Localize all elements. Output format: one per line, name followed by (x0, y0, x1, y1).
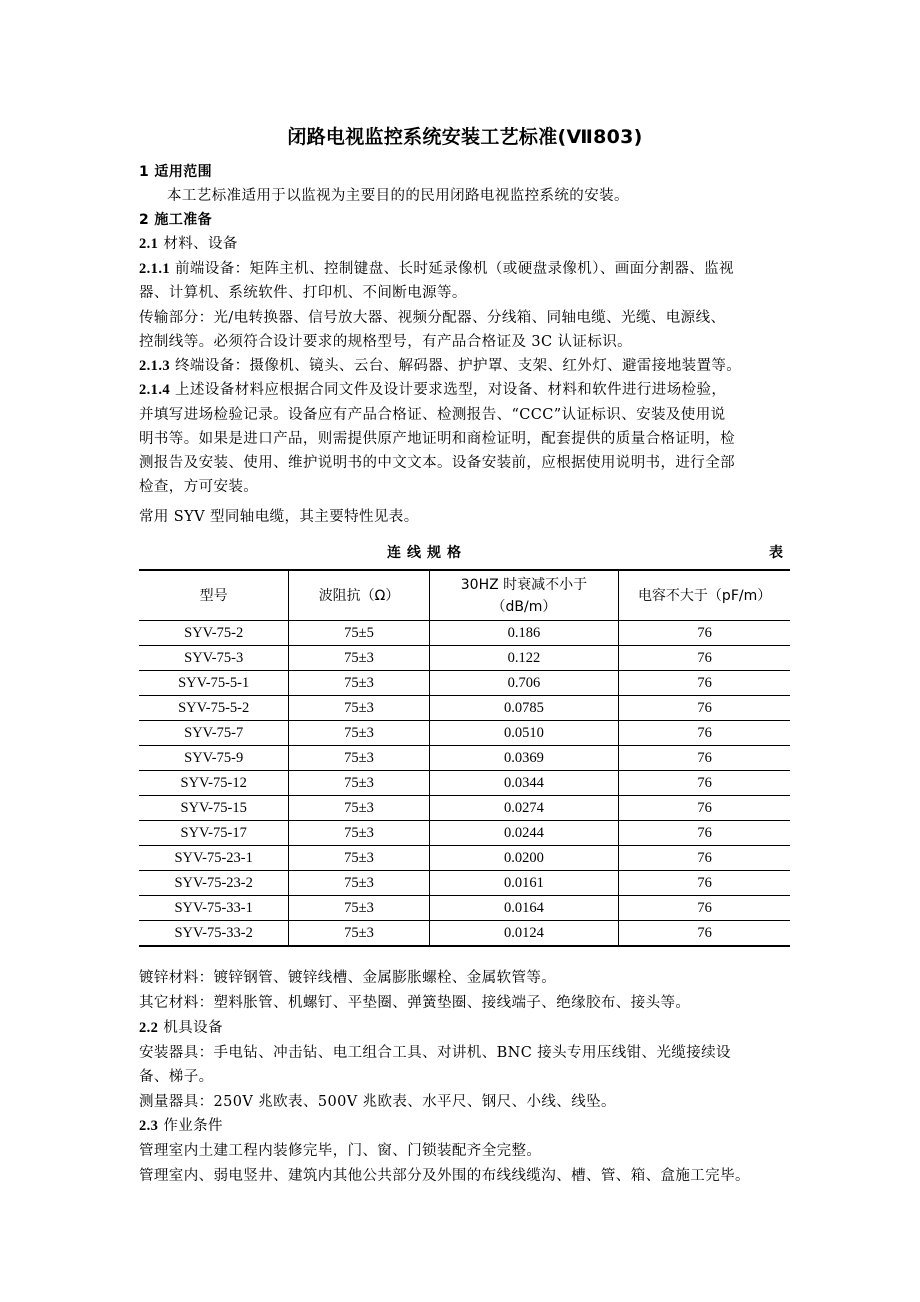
section-number: 2.1.3 (139, 358, 170, 374)
table-row (139, 721, 790, 746)
header-attenuation (429, 570, 618, 621)
cell-model: SYV-75-5-2 (139, 696, 289, 721)
cell-capacitance: 76 (619, 621, 790, 646)
table-caption-title: 连线规格 (387, 545, 467, 561)
section-2-1-4-line-2: 并填写进场检验记录。设备应有产品合格证、检测报告、“CCC”认证标识、安装及使用说 (139, 407, 726, 423)
header-attenuation-line-1: 30HZ 时衰减不小于 (460, 576, 588, 593)
transmission-line-1: 传输部分：光/电转换器、信号放大器、视频分配器、分线箱、同轴电缆、光缆、电源线、 (139, 310, 726, 326)
section-1-text: 本工艺标准适用于以监视为主要目的的民用闭路电视监控系统的安装。 (167, 188, 629, 204)
section-text: 上述设备材料应根据合同文件及设计要求选型，对设备、材料和软件进行进场检验， (170, 382, 727, 398)
header-attenuation-line-2: （dB/m） (491, 598, 557, 615)
cell-capacitance: 76 (619, 646, 790, 671)
cell-attenuation: 0.0164 (429, 896, 618, 921)
table-caption-label: 表 (769, 545, 783, 561)
cell-impedance: 75±3 (289, 871, 429, 896)
cell-attenuation: 0.0785 (429, 696, 618, 721)
section-2-1 (139, 232, 791, 257)
cell-attenuation: 0.0274 (429, 796, 618, 821)
cell-model: SYV-75-2 (139, 621, 289, 646)
cell-capacitance: 76 (619, 896, 790, 921)
cell-impedance: 75±3 (289, 671, 429, 696)
cell-impedance: 75±3 (289, 896, 429, 921)
table-row (139, 696, 790, 721)
cell-attenuation: 0.0124 (429, 921, 618, 947)
cell-model: SYV-75-33-1 (139, 896, 289, 921)
section-2-1-3 (139, 354, 791, 379)
measuring-tools: 测量器具：250V 兆欧表、500V 兆欧表、水平尺、钢尺、小线、线坠。 (139, 1094, 616, 1110)
section-2-2 (139, 1016, 791, 1041)
cell-capacitance: 76 (619, 696, 790, 721)
section-text: 作业条件 (158, 1118, 223, 1134)
section-number: 2.2 (139, 1020, 159, 1036)
section-2-1-4-line-1 (139, 378, 791, 403)
cell-attenuation: 0.0244 (429, 821, 618, 846)
section-2-heading: 2 施工准备 (139, 212, 213, 228)
cell-impedance: 75±3 (289, 771, 429, 796)
table-row (139, 846, 790, 871)
syv-intro: 常用 SYV 型同轴电缆，其主要特性见表。 (139, 509, 419, 525)
transmission-line-2: 控制线等。必须符合设计要求的规格型号，有产品合格证及 3C 认证标识。 (139, 334, 633, 350)
section-2-1-1-line-1 (139, 257, 791, 282)
header-capacitance: 电容不大于（pF/m） (619, 570, 790, 621)
cell-model: SYV-75-7 (139, 721, 289, 746)
section-2-1-4-line-4: 测报告及安装、使用、维护说明书的中文文本。设备安装前，应根据使用说明书，进行全部 (139, 455, 735, 471)
document-title: 闭路电视监控系统安装工艺标准(Ⅶ803) (287, 126, 643, 148)
cell-model: SYV-75-3 (139, 646, 289, 671)
section-number: 2.1.4 (139, 382, 170, 398)
cell-model: SYV-75-9 (139, 746, 289, 771)
section-2-1-4-line-3: 明书等。如果是进口产品，则需提供原产地证明和商检证明，配套提供的质量合格证明，检 (139, 431, 735, 447)
cell-capacitance: 76 (619, 721, 790, 746)
cell-impedance: 75±3 (289, 721, 429, 746)
table-caption (139, 540, 791, 564)
cell-attenuation: 0.0344 (429, 771, 618, 796)
section-1-heading: 1 适用范围 (139, 164, 213, 180)
cell-capacitance: 76 (619, 796, 790, 821)
header-model: 型号 (139, 570, 289, 621)
cell-impedance: 75±3 (289, 646, 429, 671)
section-2-1-1-line-2: 器、计算机、系统软件、打印机、不间断电源等。 (139, 285, 467, 301)
table-body (139, 621, 790, 947)
cell-capacitance: 76 (619, 871, 790, 896)
cell-impedance: 75±3 (289, 846, 429, 871)
cell-capacitance: 76 (619, 846, 790, 871)
cell-impedance: 75±3 (289, 696, 429, 721)
cell-capacitance: 76 (619, 821, 790, 846)
cell-model: SYV-75-23-2 (139, 871, 289, 896)
tools-line-1: 安装器具：手电钻、冲击钻、电工组合工具、对讲机、BNC 接头专用压线钳、光缆接续设 (139, 1045, 731, 1061)
table-row (139, 796, 790, 821)
header-impedance: 波阻抗（Ω） (289, 570, 429, 621)
section-2-1-4-line-5: 检查，方可安装。 (139, 479, 259, 495)
cell-attenuation: 0.706 (429, 671, 618, 696)
cell-capacitance: 76 (619, 671, 790, 696)
table-header-row (139, 570, 790, 621)
condition-1: 管理室内土建工程内装修完毕，门、窗、门锁装配齐全完整。 (139, 1143, 542, 1159)
cell-model: SYV-75-12 (139, 771, 289, 796)
table-row (139, 871, 790, 896)
section-text: 材料、设备 (158, 236, 238, 252)
cell-model: SYV-75-5-1 (139, 671, 289, 696)
section-number: 2.1 (139, 236, 159, 252)
cell-model: SYV-75-23-1 (139, 846, 289, 871)
section-number: 2.1.1 (139, 261, 170, 277)
cell-attenuation: 0.0200 (429, 846, 618, 871)
cable-spec-table (139, 569, 790, 947)
condition-2: 管理室内、弱电竖井、建筑内其他公共部分及外围的布线线缆沟、槽、管、箱、盒施工完毕。 (139, 1168, 750, 1184)
cell-impedance: 75±3 (289, 796, 429, 821)
table-row (139, 821, 790, 846)
tools-line-2: 备、梯子。 (139, 1069, 214, 1085)
section-text: 机具设备 (158, 1020, 223, 1036)
section-text: 前端设备：矩阵主机、控制键盘、长时延录像机（或硬盘录像机）、画面分割器、监视 (170, 261, 734, 277)
cell-capacitance: 76 (619, 771, 790, 796)
cell-capacitance: 76 (619, 921, 790, 947)
cell-model: SYV-75-33-2 (139, 921, 289, 947)
section-text: 终端设备：摄像机、镜头、云台、解码器、护护罩、支架、红外灯、避雷接地装置等。 (170, 358, 742, 374)
table-row (139, 621, 790, 646)
table-row (139, 746, 790, 771)
cell-impedance: 75±5 (289, 621, 429, 646)
cell-attenuation: 0.0369 (429, 746, 618, 771)
table-row (139, 921, 790, 947)
other-materials: 其它材料：塑料胀管、机螺钉、平垫圈、弹簧垫圈、接线端子、绝缘胶布、接头等。 (139, 995, 691, 1011)
cell-attenuation: 0.0161 (429, 871, 618, 896)
cell-model: SYV-75-17 (139, 821, 289, 846)
cell-attenuation: 0.0510 (429, 721, 618, 746)
cell-attenuation: 0.186 (429, 621, 618, 646)
cell-impedance: 75±3 (289, 746, 429, 771)
table-row (139, 646, 790, 671)
section-2-3 (139, 1114, 791, 1139)
cell-model: SYV-75-15 (139, 796, 289, 821)
table-row (139, 896, 790, 921)
table-row (139, 671, 790, 696)
table-row (139, 771, 790, 796)
cell-impedance: 75±3 (289, 821, 429, 846)
cell-capacitance: 76 (619, 746, 790, 771)
cell-impedance: 75±3 (289, 921, 429, 947)
cell-attenuation: 0.122 (429, 646, 618, 671)
galvanized-materials: 镀锌材料：镀锌钢管、镀锌线槽、金属膨胀螺栓、金属软管等。 (139, 970, 557, 986)
section-number: 2.3 (139, 1118, 159, 1134)
